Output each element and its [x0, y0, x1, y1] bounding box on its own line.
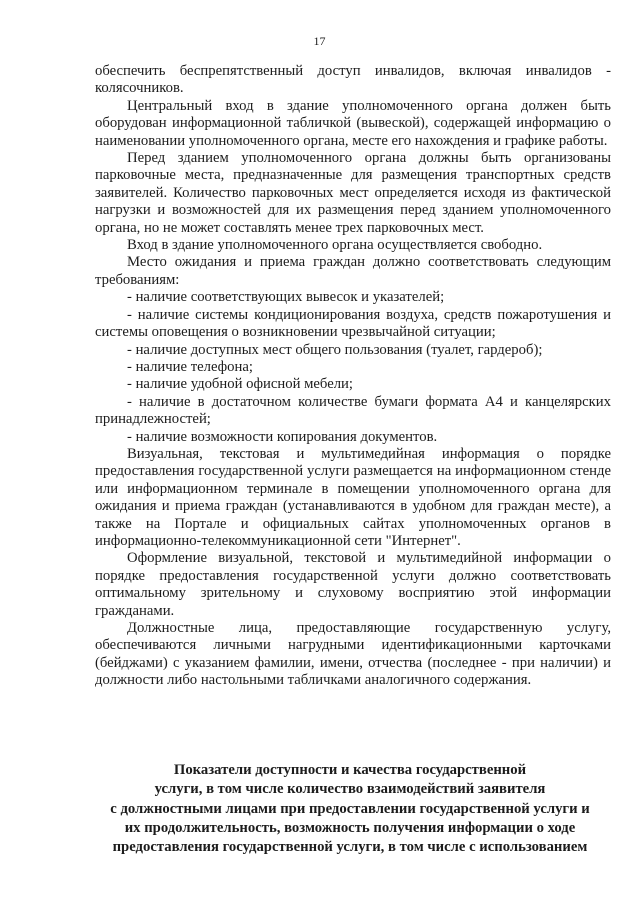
- paragraph: Визуальная, текстовая и мультимедийная информация о порядке предоставления государственной услуги размещается на информационном стенде или информационном терминале в помещении уполномоченного органа для ожидания и приема граждан (устанавливаются в удобном для граждан месте), а также на Портале и официальных сайтах уполномоченных органов в информационно-телекоммуникационной сети "Интернет".: [95, 445, 611, 549]
- list-item: - наличие возможности копирования документов.: [127, 428, 438, 445]
- paragraph: Должностные лица, предоставляющие государственную услугу, обеспечиваются личными нагрудными идентификационными карточками (бейджами) с указанием фамилии, имени, отчества (последнее - при наличии) и должности либо настольными табличками аналогичного содержания.: [95, 620, 611, 689]
- paragraph: Центральный вход в здание уполномоченного органа должен быть оборудован информационной табличкой (вывеской), содержащей информацию о наименовании уполномоченного органа, месте его нахождения и графике работы.: [95, 97, 611, 149]
- heading-line: предоставления государственной услуги, в том числе с использованием: [112, 839, 588, 856]
- list-item: - наличие в достаточном количестве бумаги формата А4 и канцелярских принадлежностей;: [95, 393, 611, 428]
- heading-line: их продолжительность, возможность получения информации о ходе: [124, 819, 576, 836]
- heading-line: услуги, в том числе количество взаимодействий заявителя: [154, 781, 546, 798]
- page-number: 17: [313, 34, 326, 48]
- list-item: - наличие телефона;: [127, 358, 253, 375]
- paragraph: Место ожидания и приема граждан должно соответствовать следующим требованиям:: [95, 254, 611, 288]
- list-item: - наличие удобной офисной мебели;: [127, 376, 353, 393]
- list-item: - наличие соответствующих вывесок и указателей;: [127, 289, 445, 306]
- paragraph: Оформление визуальной, текстовой и мультимедийной информации о порядке предоставления государственной услуги должно соответствовать оптимальному зрительному и слуховому восприятию этой информации гражданами.: [95, 550, 611, 619]
- paragraph: Вход в здание уполномоченного органа осуществляется свободно.: [127, 237, 543, 254]
- section-heading: [80, 761, 620, 857]
- paragraph: обеспечить беспрепятственный доступ инвалидов, включая инвалидов - колясочников.: [95, 63, 611, 97]
- body-text: [95, 63, 611, 690]
- heading-line: с должностными лицами при предоставлении государственной услуги и: [110, 800, 590, 817]
- list-item: - наличие доступных мест общего пользования (туалет, гардероб);: [127, 341, 543, 358]
- heading-line: Показатели доступности и качества государственной: [173, 762, 527, 778]
- paragraph: Перед зданием уполномоченного органа должны быть организованы парковочные места, предназначенные для размещения транспортных средств заявителей. Количество парковочных мест определяется исходя из фактической нагрузки и возможностей для их размещения перед зданием уполномоченного органа, но не может составлять менее трех парковочных мест.: [95, 150, 611, 236]
- list-item: - наличие системы кондиционирования воздуха, средств пожаротушения и системы оповещения о возникновении чрезвычайной ситуации;: [95, 306, 611, 341]
